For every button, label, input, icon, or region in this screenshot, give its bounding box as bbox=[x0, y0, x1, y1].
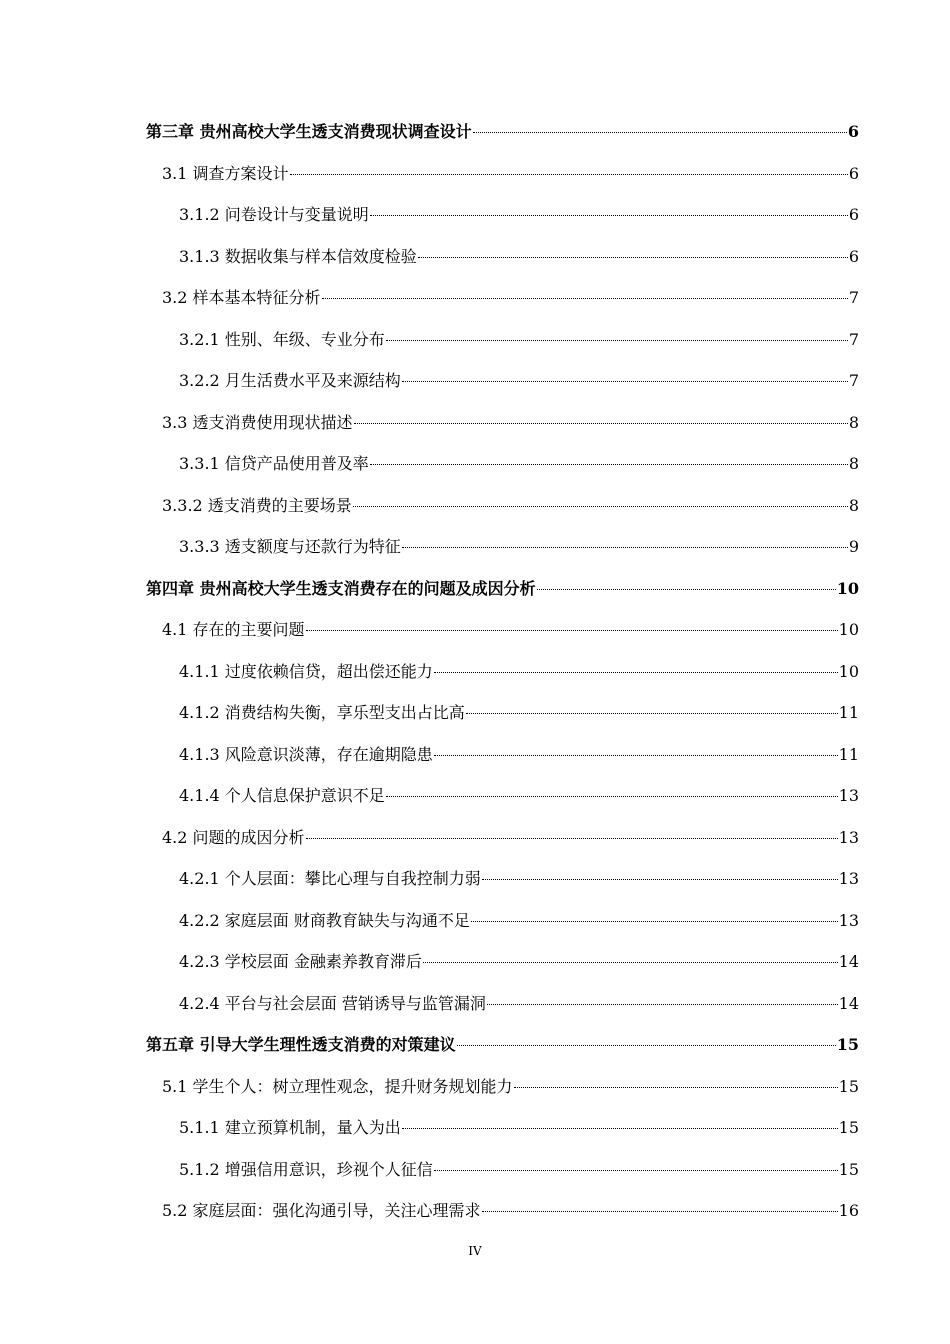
toc-dot-leader bbox=[354, 423, 848, 424]
toc-entry-page: 6 bbox=[848, 205, 859, 224]
toc-entry-page: 6 bbox=[848, 247, 859, 266]
toc-entry-page: 13 bbox=[838, 828, 859, 847]
toc-entry-page: 16 bbox=[838, 1201, 859, 1220]
toc-dot-leader bbox=[473, 132, 847, 133]
toc-dot-leader bbox=[306, 838, 838, 839]
toc-entry-page: 8 bbox=[848, 496, 859, 515]
toc-entry-page: 13 bbox=[838, 786, 859, 805]
toc-dot-leader bbox=[482, 879, 838, 880]
toc-entry[interactable] bbox=[179, 910, 859, 932]
page-footer-number: IV bbox=[468, 1244, 482, 1258]
toc-entry-label: 第四章 贵州高校大学生透支消费存在的问题及成因分析 bbox=[146, 579, 536, 598]
toc-entry[interactable] bbox=[179, 993, 859, 1015]
toc-dot-leader bbox=[434, 672, 838, 673]
toc-entry-label: 4.1 存在的主要问题 bbox=[162, 620, 305, 639]
toc-entry-label: 5.1.1 建立预算机制，量入为出 bbox=[179, 1118, 401, 1137]
toc-entry-page: 8 bbox=[848, 413, 859, 432]
toc-entry-label: 3.1 调查方案设计 bbox=[162, 164, 289, 183]
toc-entry[interactable] bbox=[162, 163, 859, 185]
toc-entry[interactable] bbox=[162, 1076, 859, 1098]
toc-entry[interactable] bbox=[162, 287, 859, 309]
toc-entry[interactable] bbox=[179, 536, 859, 558]
toc-entry[interactable] bbox=[162, 1200, 859, 1222]
toc-dot-leader bbox=[290, 174, 848, 175]
toc-entry-page: 8 bbox=[848, 454, 859, 473]
toc-entry-page: 15 bbox=[838, 1118, 859, 1137]
toc-entry-label: 4.2.4 平台与社会层面 营销诱导与监管漏洞 bbox=[179, 994, 486, 1013]
toc-entry-page: 7 bbox=[848, 288, 859, 307]
toc-dot-leader bbox=[402, 547, 848, 548]
toc-entry[interactable] bbox=[179, 246, 859, 268]
toc-entry[interactable] bbox=[179, 702, 859, 724]
toc-dot-leader bbox=[322, 298, 848, 299]
toc-entry-page: 7 bbox=[848, 330, 859, 349]
toc-entry-page: 14 bbox=[838, 952, 859, 971]
toc-entry[interactable] bbox=[179, 744, 859, 766]
toc-entry-page: 14 bbox=[838, 994, 859, 1013]
toc-entry-label: 4.1.1 过度依赖信贷，超出偿还能力 bbox=[179, 662, 433, 681]
toc-entry-label: 4.1.4 个人信息保护意识不足 bbox=[179, 786, 385, 805]
toc-dot-leader bbox=[370, 464, 848, 465]
toc-entry[interactable] bbox=[162, 827, 859, 849]
toc-dot-leader bbox=[482, 1211, 838, 1212]
toc-entry[interactable] bbox=[179, 204, 859, 226]
toc-entry[interactable] bbox=[179, 785, 859, 807]
toc-dot-leader bbox=[514, 1087, 838, 1088]
toc-entry[interactable] bbox=[146, 1034, 859, 1056]
toc-entry[interactable] bbox=[179, 951, 859, 973]
toc-entry-label: 5.2 家庭层面：强化沟通引导，关注心理需求 bbox=[162, 1201, 481, 1220]
toc-dot-leader bbox=[434, 1170, 838, 1171]
toc-dot-leader bbox=[353, 506, 848, 507]
toc-entry-page: 7 bbox=[848, 371, 859, 390]
toc-dot-leader bbox=[434, 755, 838, 756]
toc-entry-page: 10 bbox=[838, 620, 859, 639]
toc-entry-page: 15 bbox=[838, 1077, 859, 1096]
toc-entry-page: 6 bbox=[848, 164, 859, 183]
toc-dot-leader bbox=[423, 962, 838, 963]
toc-dot-leader bbox=[386, 796, 838, 797]
toc-entry-page: 11 bbox=[838, 745, 859, 764]
toc-entry[interactable] bbox=[146, 121, 859, 143]
toc-entry-label: 3.3.2 透支消费的主要场景 bbox=[162, 496, 352, 515]
toc-entry-label: 3.3.1 信贷产品使用普及率 bbox=[179, 454, 369, 473]
toc-entry-page: 10 bbox=[838, 662, 859, 681]
toc-entry-page: 15 bbox=[838, 1160, 859, 1179]
toc-dot-leader bbox=[418, 257, 848, 258]
toc-entry-label: 3.1.2 问卷设计与变量说明 bbox=[179, 205, 369, 224]
toc-entry-label: 4.2.3 学校层面 金融素养教育滞后 bbox=[179, 952, 422, 971]
toc-entry[interactable] bbox=[179, 370, 859, 392]
toc-dot-leader bbox=[471, 921, 838, 922]
toc-dot-leader bbox=[402, 1128, 838, 1129]
toc-entry-label: 4.1.3 风险意识淡薄，存在逾期隐患 bbox=[179, 745, 433, 764]
toc-entry[interactable] bbox=[179, 1117, 859, 1139]
toc-entry-page: 13 bbox=[838, 911, 859, 930]
toc-entry[interactable] bbox=[146, 578, 859, 600]
toc-entry-label: 3.3.3 透支额度与还款行为特征 bbox=[179, 537, 401, 556]
toc-entry-label: 3.2 样本基本特征分析 bbox=[162, 288, 321, 307]
toc-entry-label: 4.1.2 消费结构失衡，享乐型支出占比高 bbox=[179, 703, 465, 722]
toc-entry-label: 4.2.1 个人层面：攀比心理与自我控制力弱 bbox=[179, 869, 481, 888]
toc-entry-label: 5.1.2 增强信用意识，珍视个人征信 bbox=[179, 1160, 433, 1179]
toc-entry[interactable] bbox=[179, 868, 859, 890]
toc-dot-leader bbox=[306, 630, 838, 631]
toc-entry-page: 10 bbox=[836, 579, 859, 598]
toc-entry[interactable] bbox=[179, 661, 859, 683]
toc-dot-leader bbox=[457, 1045, 836, 1046]
toc-entry-label: 第三章 贵州高校大学生透支消费现状调查设计 bbox=[146, 122, 472, 141]
toc-dot-leader bbox=[402, 381, 848, 382]
toc-dot-leader bbox=[537, 589, 836, 590]
toc-entry-label: 4.2.2 家庭层面 财商教育缺失与沟通不足 bbox=[179, 911, 470, 930]
toc-entry[interactable] bbox=[179, 453, 859, 475]
toc-entry-page: 13 bbox=[838, 869, 859, 888]
toc-entry-label: 3.1.3 数据收集与样本信效度检验 bbox=[179, 247, 417, 266]
toc-entry-page: 11 bbox=[838, 703, 859, 722]
toc-entry-page: 15 bbox=[836, 1035, 859, 1054]
toc-entry[interactable] bbox=[179, 1159, 859, 1181]
toc-entry[interactable] bbox=[162, 412, 859, 434]
toc-entry-label: 3.3 透支消费使用现状描述 bbox=[162, 413, 353, 432]
toc-entry-label: 5.1 学生个人：树立理性观念，提升财务规划能力 bbox=[162, 1077, 513, 1096]
toc-entry[interactable] bbox=[162, 619, 859, 641]
toc-dot-leader bbox=[487, 1004, 838, 1005]
toc-dot-leader bbox=[466, 713, 838, 714]
toc-entry[interactable] bbox=[162, 495, 859, 517]
toc-entry-label: 3.2.1 性别、年级、专业分布 bbox=[179, 330, 385, 349]
toc-dot-leader bbox=[370, 215, 848, 216]
toc-entry-page: 6 bbox=[847, 122, 859, 141]
toc-dot-leader bbox=[386, 340, 848, 341]
toc-entry-label: 第五章 引导大学生理性透支消费的对策建议 bbox=[146, 1035, 456, 1054]
toc-entry-page: 9 bbox=[848, 537, 859, 556]
toc-entry-label: 4.2 问题的成因分析 bbox=[162, 828, 305, 847]
toc-entry[interactable] bbox=[179, 329, 859, 351]
toc-entry-label: 3.2.2 月生活费水平及来源结构 bbox=[179, 371, 401, 390]
